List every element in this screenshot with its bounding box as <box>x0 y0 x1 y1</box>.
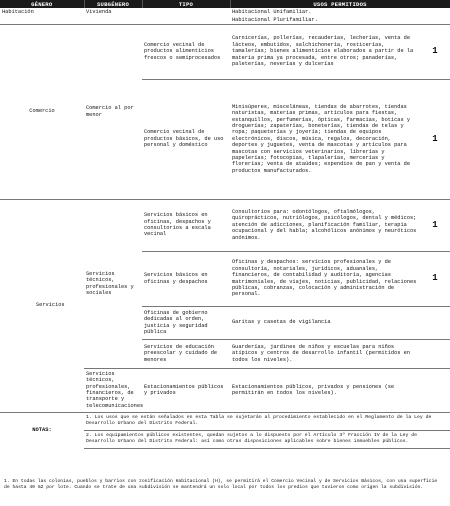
usos-servicios-vecinal: Consultorios para: odontólogos, oftalmólogos, quiroprácticos, nutriólogos, psicólogos, dental y médicos; atención de adicciones, planificación familiar, terapia ocupacional y del habla; alcohólicos anónimos y neuróticos anónimos. <box>230 199 420 251</box>
usos-servicios-oficinas: Oficinas y despachos: servicios profesionales y de consultoría, notariales, jurídicos, aduanales, financieros, de contabilidad y auditoría, agencias matrimoniales, de viajes, noticias, publicidad, relaciones públicas, cobranzas, colocación y administración de personal. <box>230 251 420 306</box>
usos-note-number: 1 <box>420 79 450 199</box>
usos-servicios-estacionamientos: Estacionamientos públicos, privados y pensiones (se permitirán en todos los niveles). <box>230 368 420 412</box>
usos-note-number: 1 <box>420 251 450 306</box>
tipo-servicios-vecinal: Servicios básicos en oficinas, despachos y consultorios a escala vecinal <box>142 199 230 251</box>
usos-habitacional-unifamiliar: Habitacional Unifamiliar. <box>232 8 312 15</box>
usos-comercio-alimenticios: Carnicerías, pollerías, recauderías, lecherías, venta de lácteos, embutidos, salchichonería, rosticerías, tamalerías; bienes alimenticios elaborados a partir de la materia prima ya procesada, entre otros; panaderías, paleterías, neverías y dulcerías <box>230 24 420 79</box>
table-header-row <box>0 0 450 8</box>
usos-habitacional-plurifamiliar: Habitacional Plurifamiliar. <box>230 16 420 24</box>
note-1: 1. Los usos que se están señalados en esta Tabla se sujetarán al procedimiento establecido en el Reglamento de la Ley de Desarrollo Urbano del Distrito Federal. <box>84 412 450 430</box>
usos-note-number: 1 <box>420 199 450 251</box>
genero-servicios: Servicios <box>0 199 84 412</box>
table-row <box>0 199 450 251</box>
subgenero-comercio-menor: Comercio al por menor <box>84 24 142 199</box>
footer-note: 1. En todas las colonias, pueblos y barrios con zonificación Habitacional (H), se permitirá el Comercio Vecinal y de Servicios Básicos, con una superficie de hasta 40 m2 por lote. Cuando se trate de una subdivisión se mantendrá un solo local por todos los predios que tuvieron como origen la subdivisión. <box>4 479 438 490</box>
tipo-servicios-oficinas: Servicios básicos en oficinas y despachos <box>142 251 230 306</box>
header-genero: GÉNERO <box>0 0 84 8</box>
table-row <box>0 24 450 79</box>
header-usos: USOS PERMITIDOS <box>230 0 450 8</box>
usos-note-number: 1 <box>420 24 450 79</box>
tipo-servicios-gobierno: Oficinas de gobierno dedicadas al orden, justicia y seguridad pública <box>142 306 230 339</box>
genero-comercio: Comercio <box>0 24 84 199</box>
tipo-servicios-estacionamientos: Estacionamientos públicos y privados <box>142 368 230 412</box>
tipo-servicios-educacion: Servicios de educación preescolar y cuidado de menores <box>142 339 230 368</box>
header-tipo: TIPO <box>142 0 230 8</box>
usos-servicios-gobierno: Garitas y casetas de vigilancia <box>230 306 420 339</box>
tipo-comercio-basicos: Comercio vecinal de productos básicos, de uso personal y doméstico <box>142 79 230 199</box>
genero-habitacion: Habitación <box>0 8 84 24</box>
subgenero-servicios-transporte: Servicios técnicos, profesionales, financieros, de transporte y telecomunicaciones <box>84 368 142 412</box>
table-row <box>0 8 450 16</box>
table-row <box>0 412 450 430</box>
subgenero-vivienda: Vivienda <box>84 8 142 24</box>
header-subgenero: SUBGÉNERO <box>84 0 142 8</box>
subgenero-servicios-tecnicos: Servicios técnicos, profesionales y sociales <box>84 199 142 368</box>
tipo-comercio-alimenticios: Comercio vecinal de productos alimenticios frescos o semiprocesados <box>142 24 230 79</box>
usos-servicios-educacion: Guarderías, jardines de niños y escuelas para niños atípicos y centros de desarrollo infantil (permitidos en todos los niveles). <box>230 339 420 368</box>
usos-comercio-basicos: Minisúperes, misceláneas, tiendas de abarrotes, tiendas naturistas, materias primas, artículos para fiestas, estanquillos, perfumerías, ópticas, farmacias, boticas y droguerías; zapaterías, boneterías, tiendas de telas y ropa; paqueterías y joyería; tiendas de equipos electrónicos, discos, música, regalos, decoración, deportes y juguetes, venta de mascotas y artículos para mascotas con servicios veterinarios, librerías y papelerías; fotocopias, tlapalerías, mercerías y florerías; venta de ataúdes; expendios de pan y venta de productos manufacturados. <box>230 79 420 199</box>
notes-label: NOTAS: <box>32 427 52 434</box>
note-2: 2. Los equipamientos públicos existentes, quedan sujetos a lo dispuesto por el Artículo 3º Fracción IV de la Ley de Desarrollo Urbano del Distrito Federal: así como otras disposiciones aplicables sobre bienes inmuebles públicos. <box>84 430 450 448</box>
